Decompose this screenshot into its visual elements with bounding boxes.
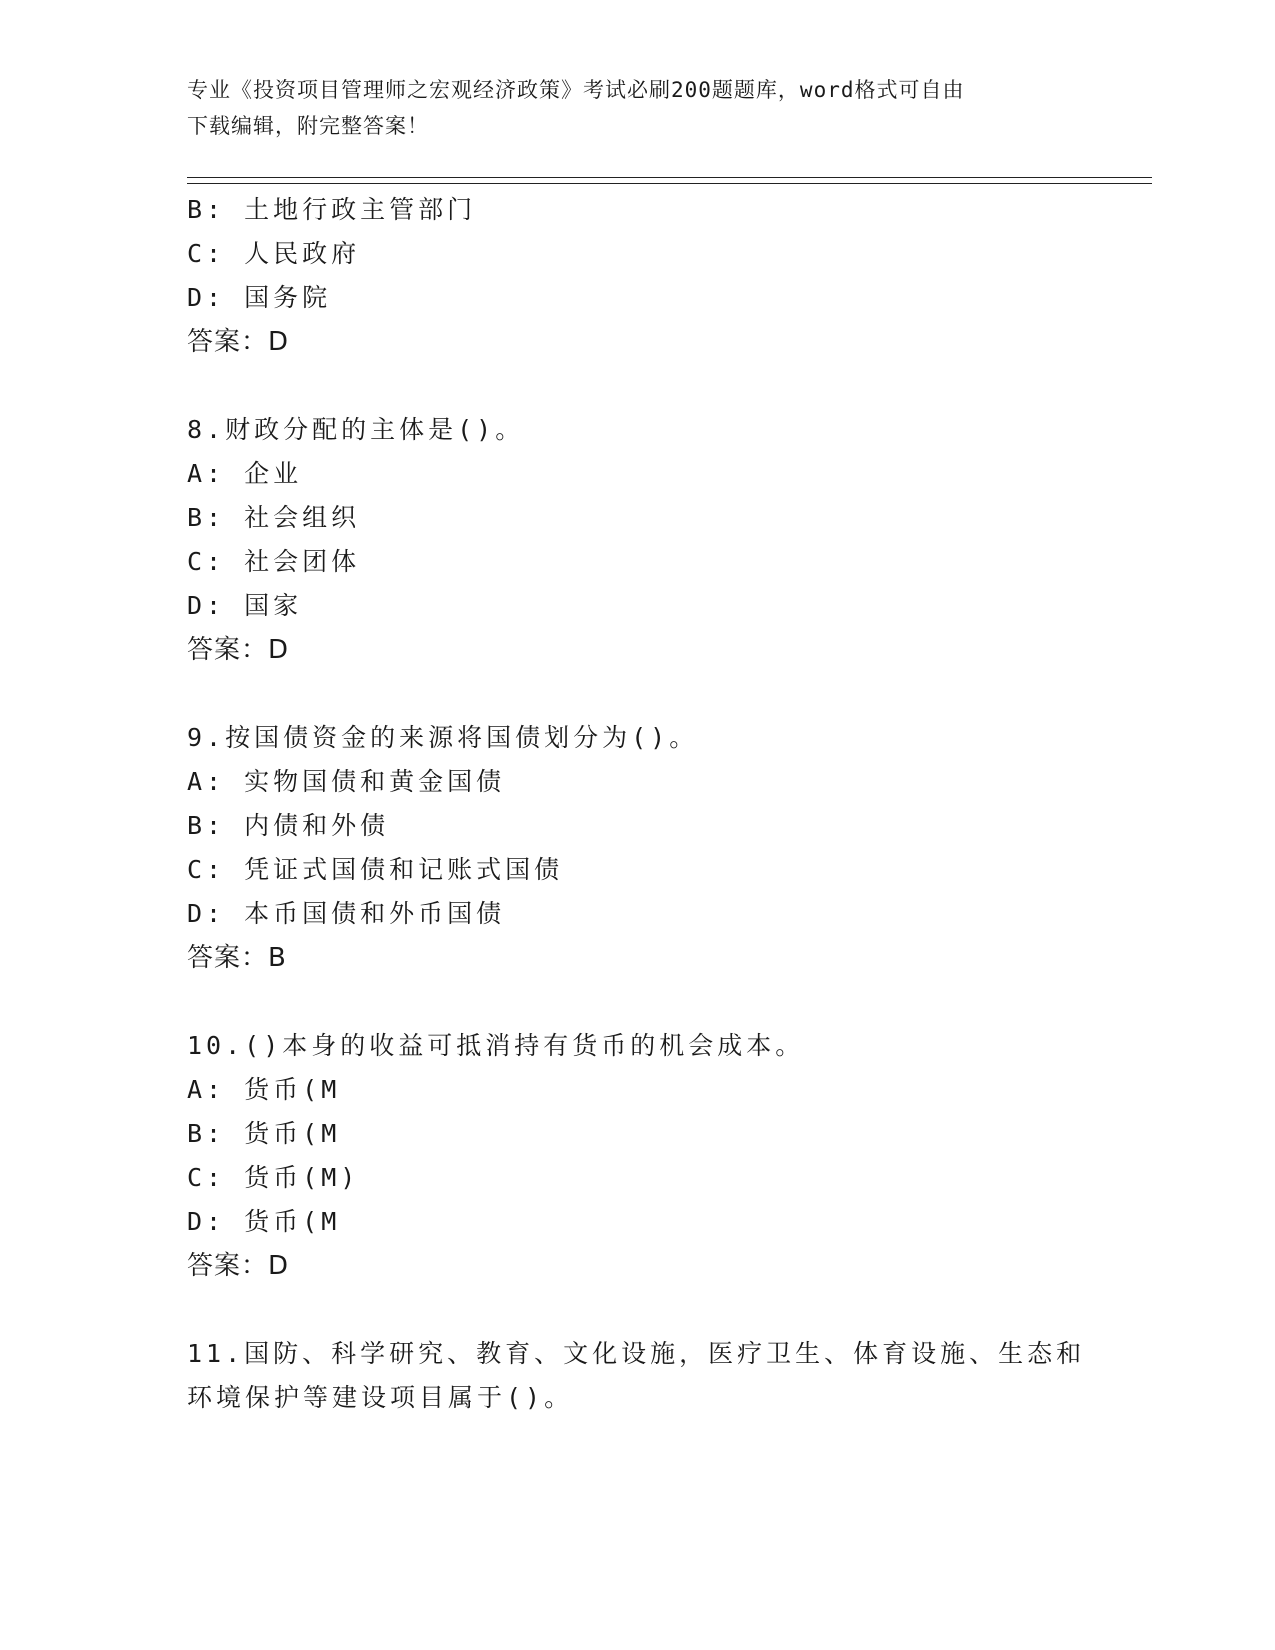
q10-option-c: C: 货币(M) — [187, 1163, 360, 1192]
document-header — [187, 72, 1067, 144]
q10-option-a: A: 货币(M — [187, 1075, 341, 1104]
q10-answer: 答案：D — [187, 1251, 290, 1281]
q8-answer: 答案：D — [187, 635, 290, 665]
q10-option-b: B: 货币(M — [187, 1119, 341, 1148]
q10-stem: 10.()本身的收益可抵消持有货币的机会成本。 — [187, 1031, 805, 1060]
header-divider-bottom — [187, 183, 1152, 184]
header-divider-top — [187, 177, 1152, 178]
q11-stem-line-2: 环境保护等建设项目属于()。 — [187, 1383, 574, 1412]
q9-option-a: A: 实物国债和黄金国债 — [187, 767, 506, 796]
q11-stem-line-1: 11.国防、科学研究、教育、文化设施，医疗卫生、体育设施、生态和 — [187, 1339, 1086, 1368]
q7-option-d: D: 国务院 — [187, 283, 332, 312]
q8-option-b: B: 社会组织 — [187, 503, 361, 532]
header-line-2: 下载编辑，附完整答案！ — [187, 114, 429, 138]
q9-option-c: C: 凭证式国债和记账式国债 — [187, 855, 564, 884]
q10-option-d: D: 货币(M — [187, 1207, 341, 1236]
q7-option-b: B: 土地行政主管部门 — [187, 195, 477, 224]
q9-stem: 9.按国债资金的来源将国债划分为()。 — [187, 723, 699, 752]
q8-stem: 8.财政分配的主体是()。 — [187, 415, 525, 444]
q8-option-c: C: 社会团体 — [187, 547, 361, 576]
header-line-1: 专业《投资项目管理师之宏观经济政策》考试必刷200题题库，word格式可自由 — [187, 78, 965, 102]
q9-option-d: D: 本币国债和外币国债 — [187, 899, 506, 928]
q9-answer: 答案：B — [187, 943, 287, 973]
q8-option-d: D: 国家 — [187, 591, 303, 620]
q8-option-a: A: 企业 — [187, 459, 303, 488]
q7-option-c: C: 人民政府 — [187, 239, 361, 268]
q7-answer: 答案：D — [187, 327, 290, 357]
q9-option-b: B: 内债和外债 — [187, 811, 390, 840]
